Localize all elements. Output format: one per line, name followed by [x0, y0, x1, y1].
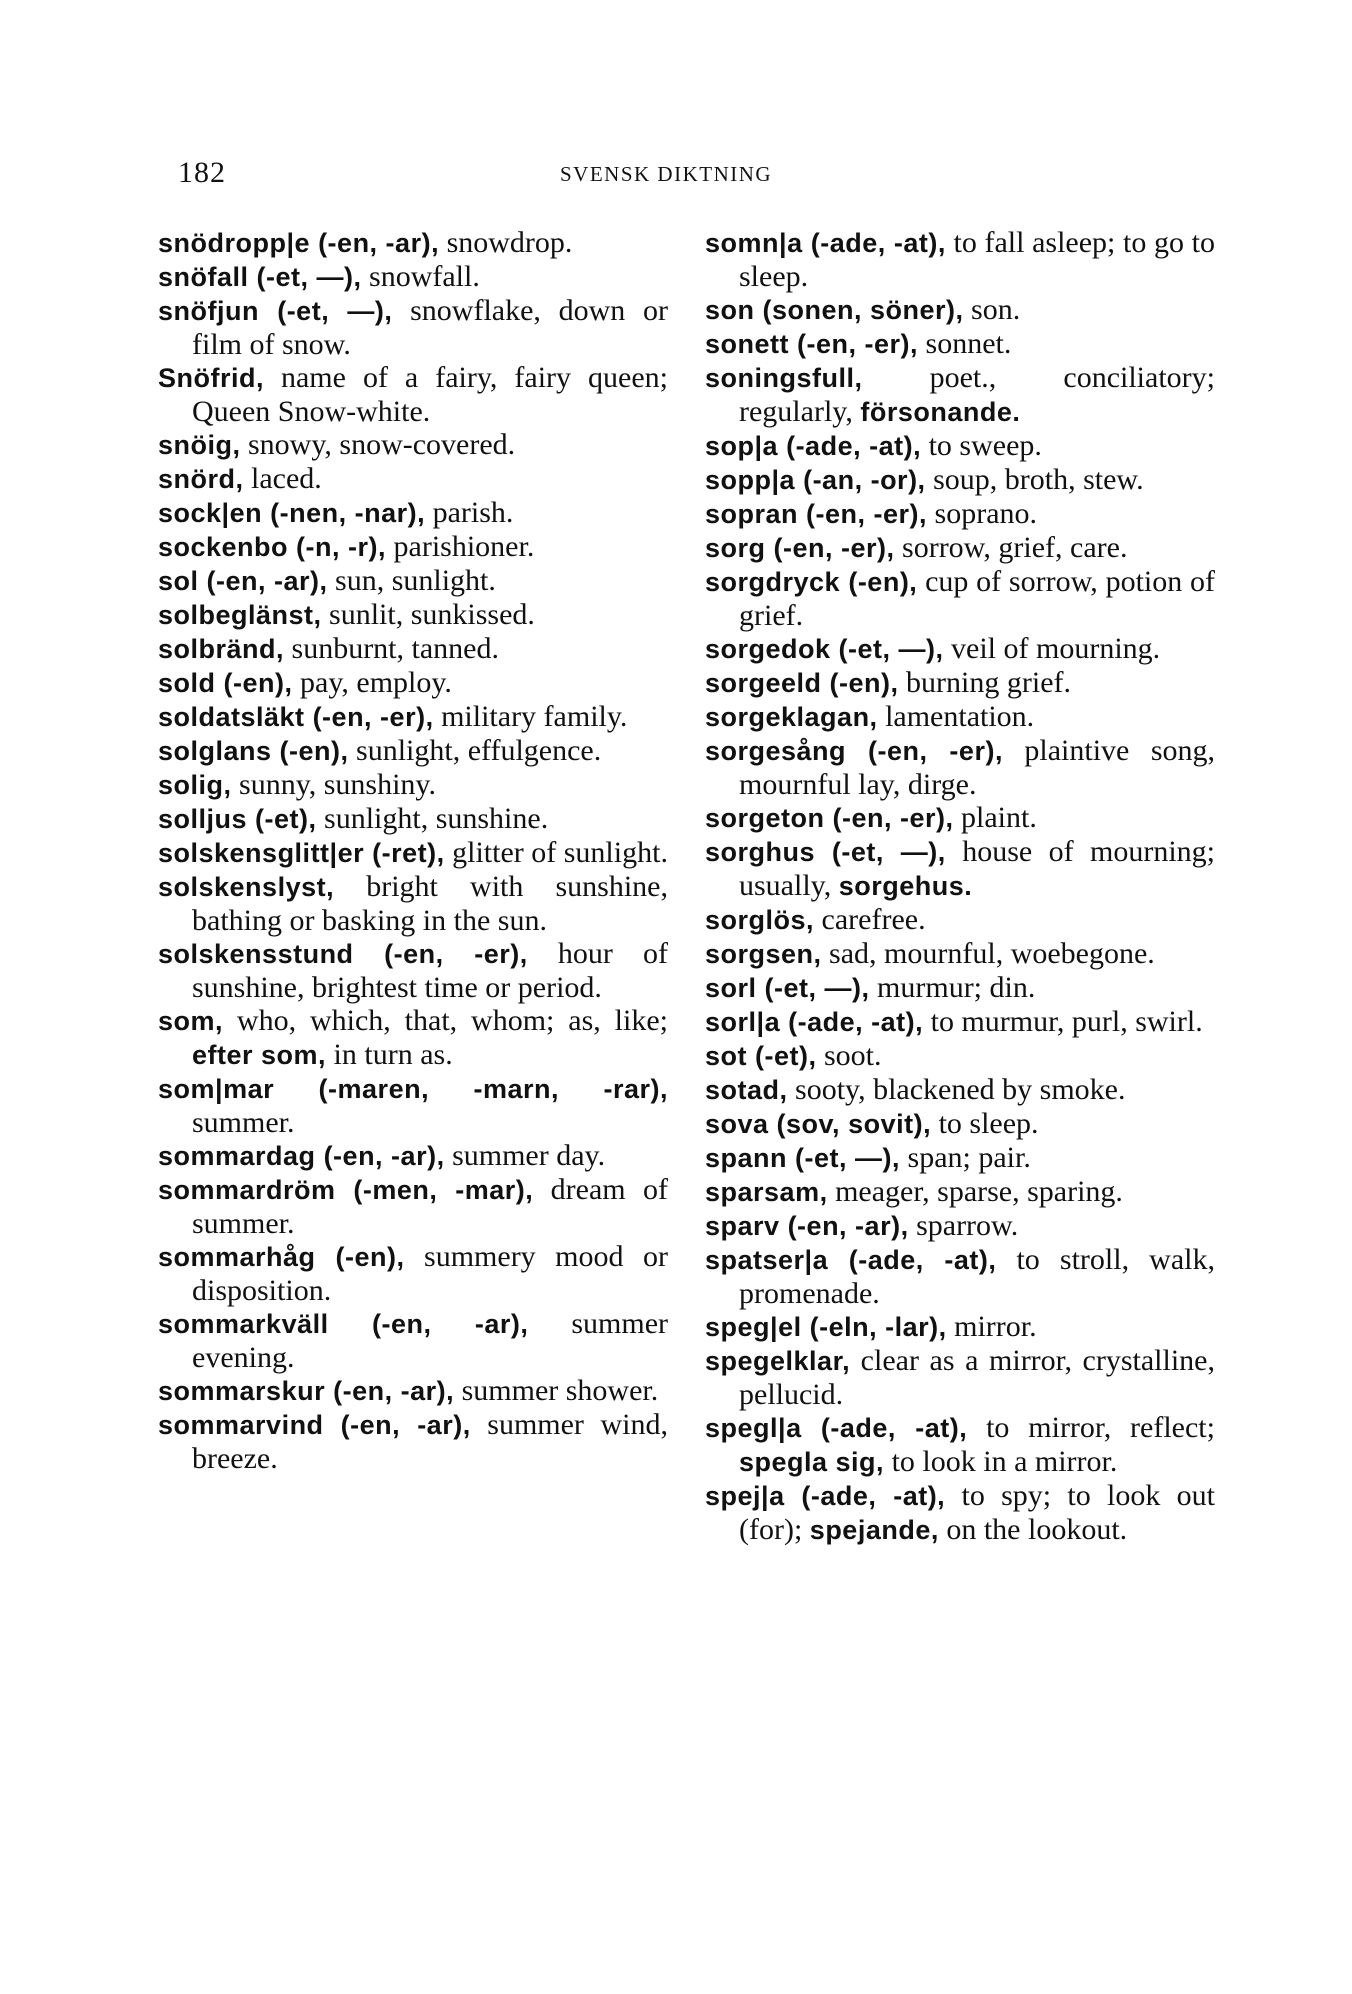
entry-grammar: (-en, -er),	[304, 702, 434, 732]
entry-definition: snowfall.	[361, 260, 480, 293]
entry-headword: speg|el	[705, 1312, 802, 1342]
entry-headword: spann	[705, 1143, 788, 1173]
entry-definition: military family.	[433, 700, 628, 733]
entry-grammar: sorgehus.	[838, 871, 973, 901]
dictionary-entry	[158, 598, 668, 632]
entry-headword: sparv	[705, 1211, 780, 1241]
entry-definition: bright with sunshine, bathing or basking in the sun.	[192, 870, 668, 937]
entry-grammar: (-et, —),	[258, 296, 393, 326]
entry-headword: sommardröm	[158, 1175, 336, 1205]
entry-definition: summery mood or disposition.	[192, 1240, 668, 1307]
entry-definition: laced.	[243, 462, 322, 495]
entry-grammar: (-et),	[747, 1041, 817, 1071]
entry-grammar: (-an, -or),	[795, 465, 926, 495]
dictionary-entry	[705, 463, 1215, 497]
entry-grammar: (-ade, -at),	[784, 1481, 946, 1511]
dictionary-entry	[158, 564, 668, 598]
dictionary-entry	[705, 666, 1215, 700]
entry-grammar: spejande,	[809, 1515, 939, 1545]
dictionary-entry	[158, 361, 668, 428]
entry-grammar: (-en, -er),	[353, 939, 528, 969]
entry-headword: sommarkväll	[158, 1309, 329, 1339]
dictionary-entry	[158, 768, 668, 802]
entry-grammar: spegla sig,	[739, 1447, 885, 1477]
entry-headword: sommarvind	[158, 1410, 324, 1440]
entry-definition: snowy, snow-covered.	[240, 428, 516, 461]
entry-headword: snöfall	[158, 262, 249, 292]
dictionary-entry	[705, 1175, 1215, 1209]
entry-grammar: efter som,	[192, 1040, 327, 1070]
entry-definition: parish.	[425, 496, 514, 529]
entry-grammar: (-et, —),	[248, 262, 362, 292]
dictionary-entry	[705, 734, 1215, 801]
dictionary-entry	[158, 530, 668, 564]
entry-grammar: (-et, —),	[787, 1143, 901, 1173]
dictionary-entry	[705, 835, 1215, 903]
dictionary-entry	[705, 1344, 1215, 1411]
entry-definition: burning grief.	[898, 666, 1072, 699]
page-number: 182	[178, 156, 226, 189]
entry-headword: sorgeklagan,	[705, 702, 878, 732]
left-column	[158, 226, 668, 1475]
entry-definition: to look in a mirror.	[884, 1445, 1118, 1478]
entry-definition: to mirror, reflect;	[967, 1411, 1215, 1444]
dictionary-entry	[158, 1072, 668, 1139]
entry-grammar: (-ade, -at),	[802, 228, 946, 258]
dictionary-entry	[705, 1479, 1215, 1547]
dictionary-entry	[158, 1004, 668, 1072]
entry-headword: sot	[705, 1041, 747, 1071]
entry-definition: meager, sparse, sparing.	[827, 1175, 1123, 1208]
dictionary-entry	[705, 632, 1215, 666]
entry-headword: solskensstund	[158, 939, 354, 969]
dictionary-entry	[158, 666, 668, 700]
entry-headword: sparsam,	[705, 1177, 828, 1207]
dictionary-entry	[705, 1107, 1215, 1141]
entry-headword: sonett	[705, 329, 789, 359]
entry-headword: solig,	[158, 770, 232, 800]
entry-headword: sorgdryck	[705, 567, 841, 597]
entry-headword: sock|en	[158, 498, 263, 528]
entry-definition: glitter of sunlight.	[444, 836, 668, 869]
entry-grammar: (-en),	[821, 668, 899, 698]
entry-definition: sonnet.	[918, 327, 1012, 360]
entry-definition: summer wind, breeze.	[192, 1408, 668, 1475]
entry-grammar: (-en, -ar),	[198, 566, 328, 596]
entry-definition: mirror.	[946, 1310, 1037, 1343]
entry-definition: summer evening.	[192, 1307, 668, 1374]
dictionary-entry	[158, 226, 668, 260]
entry-definition: to stroll, walk, promenade.	[739, 1243, 1215, 1310]
entry-headword: sorgsen,	[705, 939, 822, 969]
entry-definition: summer day.	[444, 1139, 606, 1172]
entry-headword: Snöfrid,	[158, 363, 264, 393]
entry-grammar: (sov, sovit),	[768, 1109, 932, 1139]
entry-definition: clear as a mirror, crystalline, pellucid.	[739, 1344, 1215, 1411]
entry-headword: sova	[705, 1109, 769, 1139]
entry-grammar: försonande.	[860, 397, 1021, 427]
entry-grammar: (-et, —),	[830, 634, 944, 664]
entry-definition: to sleep.	[931, 1107, 1039, 1140]
entry-headword: sorgesång	[705, 736, 847, 766]
entry-headword: snöig,	[158, 430, 241, 460]
entry-grammar: (-en, -er),	[798, 499, 928, 529]
entry-grammar: (-maren, -marn, -rar),	[274, 1074, 668, 1104]
entry-definition: sunny, sunshiny.	[231, 768, 436, 801]
entry-definition: sad, mournful, woebegone.	[821, 937, 1155, 970]
entry-headword: sorgedok	[705, 634, 831, 664]
entry-definition: name of a fairy, fairy queen; Queen Snow-white.	[192, 361, 668, 428]
entry-grammar: (-ade, -at),	[828, 1245, 997, 1275]
entry-definition: parishioner.	[386, 530, 535, 563]
dictionary-entry	[158, 260, 668, 294]
entry-headword: sommarhåg	[158, 1242, 316, 1272]
entry-headword: som,	[158, 1006, 224, 1036]
entry-definition: sparrow.	[908, 1209, 1019, 1242]
dictionary-entry	[158, 836, 668, 870]
dictionary-entry	[705, 903, 1215, 937]
dictionary-entry	[158, 1408, 668, 1475]
entry-headword: sopp|a	[705, 465, 796, 495]
running-head: SVENSK DIKTNING	[560, 162, 773, 186]
entry-definition: snowflake, down or film of snow.	[192, 294, 668, 361]
entry-definition: soprano.	[927, 497, 1038, 530]
entry-headword: son	[705, 295, 755, 325]
entry-headword: sommardag	[158, 1141, 316, 1171]
entry-headword: sorl|a	[705, 1007, 781, 1037]
entry-definition: to sweep.	[921, 429, 1042, 462]
entry-headword: solbeglänst,	[158, 600, 322, 630]
entry-definition: hour of sunshine, brightest time or period.	[192, 937, 668, 1004]
entry-grammar: (sonen, söner),	[754, 295, 964, 325]
entry-grammar: (-ade, -at),	[801, 1413, 968, 1443]
entry-headword: soningsfull,	[705, 363, 863, 393]
dictionary-entry	[158, 496, 668, 530]
dictionary-entry	[705, 1039, 1215, 1073]
entry-headword: solskensglitt|er	[158, 838, 365, 868]
dictionary-entry	[705, 1073, 1215, 1107]
entry-definition: in turn as.	[326, 1038, 453, 1071]
entry-definition: house of mourning; usually,	[739, 835, 1215, 902]
entry-headword: soldatsläkt	[158, 702, 305, 732]
entry-definition: sunlit, sunkissed.	[321, 598, 535, 631]
entry-headword: snöfjun	[158, 296, 259, 326]
entry-definition: soup, broth, stew.	[925, 463, 1144, 496]
dictionary-entry	[705, 497, 1215, 531]
entry-headword: snörd,	[158, 464, 244, 494]
entry-definition: sunlight, sunshine.	[316, 802, 549, 835]
entry-definition: summer shower.	[454, 1374, 659, 1407]
entry-headword: sommarskur	[158, 1376, 326, 1406]
entry-definition: span; pair.	[900, 1141, 1031, 1174]
entry-headword: sold	[158, 668, 216, 698]
entry-headword: spatser|a	[705, 1245, 829, 1275]
dictionary-entry	[158, 428, 668, 462]
entry-grammar: (-en, -ar),	[328, 1309, 529, 1339]
dictionary-entry	[158, 700, 668, 734]
right-column	[705, 226, 1215, 1547]
entry-headword: sop|a	[705, 431, 779, 461]
entry-grammar: (-en, -ar),	[325, 1376, 455, 1406]
entry-headword: sopran	[705, 499, 799, 529]
entry-definition: poet., conciliatory; regularly,	[739, 361, 1215, 428]
dictionary-entry	[705, 700, 1215, 734]
entry-headword: somn|a	[705, 228, 803, 258]
entry-definition: to murmur, purl, swirl.	[923, 1005, 1203, 1038]
dictionary-entry	[158, 1139, 668, 1173]
entry-grammar: (-ade, -at),	[778, 431, 922, 461]
entry-grammar: (-en, -ar),	[310, 228, 440, 258]
entry-headword: solglans	[158, 736, 272, 766]
entry-headword: sorghus	[705, 837, 816, 867]
dictionary-entry	[158, 632, 668, 666]
dictionary-entry	[158, 462, 668, 496]
entry-headword: sorglös,	[705, 905, 815, 935]
entry-grammar: (-en, -er),	[765, 533, 895, 563]
entry-grammar: (-en),	[315, 1242, 405, 1272]
dictionary-entry	[705, 293, 1215, 327]
entry-grammar: (-men, -mar),	[335, 1175, 534, 1205]
entry-grammar: (-en, -ar),	[779, 1211, 909, 1241]
dictionary-entry	[158, 294, 668, 361]
entry-definition: pay, employ.	[292, 666, 452, 699]
entry-headword: sorgeeld	[705, 668, 822, 698]
entry-headword: sockenbo	[158, 532, 289, 562]
dictionary-entry	[158, 1173, 668, 1240]
dictionary-entry	[158, 870, 668, 937]
entry-grammar: (-en),	[840, 567, 918, 597]
dictionary-entry	[705, 1411, 1215, 1479]
entry-definition: veil of mourning.	[943, 632, 1161, 665]
dictionary-entry	[705, 565, 1215, 632]
entry-headword: sotad,	[705, 1075, 788, 1105]
entry-definition: snowdrop.	[439, 226, 573, 259]
dictionary-entry	[705, 1141, 1215, 1175]
dictionary-entry	[705, 1005, 1215, 1039]
entry-definition: dream of summer.	[192, 1173, 668, 1240]
entry-definition: son.	[963, 293, 1021, 326]
dictionary-entry	[705, 1310, 1215, 1344]
entry-definition: sunlight, effulgence.	[348, 734, 602, 767]
entry-grammar: (-en),	[271, 736, 349, 766]
dictionary-entry	[705, 429, 1215, 463]
entry-grammar: (-en, -ar),	[323, 1410, 471, 1440]
entry-headword: sorg	[705, 533, 766, 563]
entry-grammar: (-et),	[247, 804, 317, 834]
entry-headword: solbränd,	[158, 634, 285, 664]
entry-definition: lamentation.	[877, 700, 1035, 733]
dictionary-entry	[158, 734, 668, 768]
entry-grammar: (-n, -r),	[288, 532, 387, 562]
entry-grammar: (-en, -er),	[789, 329, 919, 359]
entry-grammar: (-et, —),	[815, 837, 946, 867]
dictionary-entry	[705, 801, 1215, 835]
entry-grammar: (-nen, -nar),	[262, 498, 426, 528]
dictionary-entry	[705, 226, 1215, 293]
dictionary-entry	[705, 1243, 1215, 1310]
entry-headword: solljus	[158, 804, 248, 834]
dictionary-entry	[705, 327, 1215, 361]
dictionary-entry	[158, 937, 668, 1004]
entry-definition: who, which, that, whom; as, like;	[223, 1004, 668, 1037]
entry-grammar: (-eln, -lar),	[801, 1312, 947, 1342]
entry-headword: sorl	[705, 973, 757, 1003]
entry-grammar: (-en, -er),	[824, 803, 954, 833]
entry-grammar: (-en, -ar),	[315, 1141, 445, 1171]
entry-definition: to fall asleep; to go to sleep.	[739, 226, 1215, 293]
dictionary-entry	[705, 531, 1215, 565]
entry-grammar: (-ret),	[364, 838, 445, 868]
entry-headword: sol	[158, 566, 199, 596]
entry-definition: plaint.	[953, 801, 1037, 834]
entry-definition: carefree.	[814, 903, 926, 936]
dictionary-entry	[158, 1240, 668, 1307]
entry-headword: spej|a	[705, 1481, 785, 1511]
entry-headword: spegl|a	[705, 1413, 802, 1443]
dictionary-entry	[158, 1374, 668, 1408]
entry-headword: snödropp|e	[158, 228, 311, 258]
dictionary-entry	[705, 971, 1215, 1005]
entry-grammar: (-et, —),	[756, 973, 870, 1003]
entry-grammar: (-en, -er),	[846, 736, 1003, 766]
entry-definition: sooty, blackened by smoke.	[787, 1073, 1126, 1106]
entry-headword: sorgeton	[705, 803, 825, 833]
entry-definition: sunburnt, tanned.	[284, 632, 499, 665]
entry-headword: solskenslyst,	[158, 872, 335, 902]
entry-headword: spegelklar,	[705, 1346, 851, 1376]
dictionary-entry	[705, 937, 1215, 971]
entry-definition: to spy; to look out (for);	[739, 1479, 1215, 1546]
entry-definition: murmur; din.	[869, 971, 1036, 1004]
entry-headword: som|mar	[158, 1074, 275, 1104]
dictionary-entry	[705, 361, 1215, 429]
dictionary-entry	[158, 802, 668, 836]
dictionary-entry	[158, 1307, 668, 1374]
entry-definition: on the lookout.	[938, 1513, 1128, 1546]
entry-definition: plaintive song, mournful lay, dirge.	[739, 734, 1215, 801]
dictionary-entry	[705, 1209, 1215, 1243]
entry-definition: sorrow, grief, care.	[894, 531, 1128, 564]
entry-definition: soot.	[816, 1039, 882, 1072]
entry-definition: summer.	[192, 1106, 295, 1139]
entry-definition: sun, sunlight.	[327, 564, 496, 597]
entry-grammar: (-en),	[215, 668, 293, 698]
entry-grammar: (-ade, -at),	[780, 1007, 924, 1037]
entry-definition: cup of sorrow, potion of grief.	[739, 565, 1215, 632]
